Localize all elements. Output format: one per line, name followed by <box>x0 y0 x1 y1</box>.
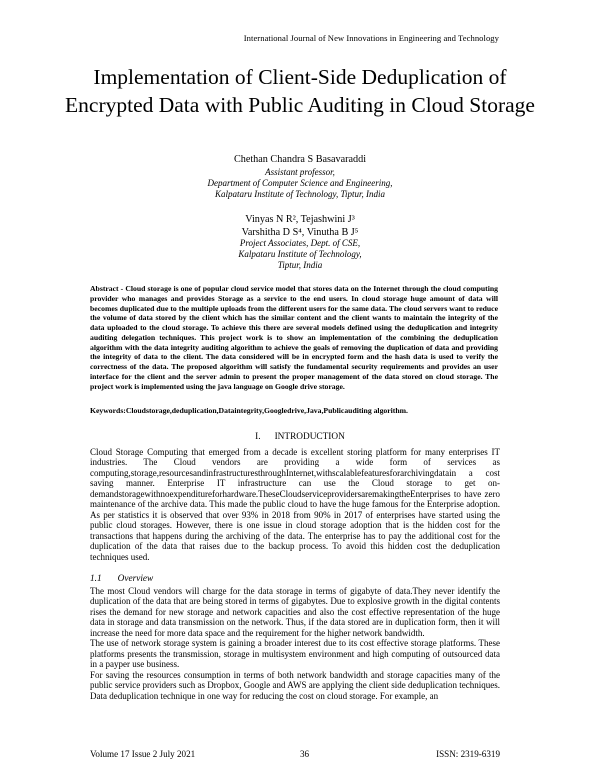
co-authors-place: Tiptur, India <box>277 260 323 271</box>
introduction-text <box>90 447 500 562</box>
co-authors-role: Project Associates, Dept. of CSE, <box>239 238 361 248</box>
abstract-label: Abstract - <box>90 284 124 293</box>
introduction-paragraph: Cloud Storage Computing that emerged from a decade is excellent storing platform for many enterprises IT industries. The Cloud vendors are providing a wide form of services as computing,storage,resourcesandinfrastructuresthroughInternet,withscalablefeaturesforarchivingdatain a cost saving manner. Enterprise IT infrastructure can use the Cloud storage to get on-demandstoragewithnoexpenditureforhardware.TheseCloudserviceprovidersaremakingtheEnterprises to have zero maintenance of the archive data. This made the public cloud to have the huge famous for the Enterprise adoption. As per statistics it is observed that over 93% in 2018 from 90% in 2017 of enterprises have started using the public cloud storages. However, there is one issue in cloud storage adoption that is the hidden cost for the transactions that happens during the archiving of the data. The enterprise has to pay the additional cost for the duplication of the data that raises due to the backup process. To avoid this hidden cost the deduplication techniques used. <box>90 447 500 562</box>
subsection-number: 1.1 <box>90 574 102 584</box>
abstract-text: Cloud storage is one of popular cloud service model that stores data on the Internet through the cloud computing provider who manages and provides Storage as a service to the end users. In cloud storage huge amount of data will becomes duplicated due to the multiple uploads from the different users for the same data. The cloud servers want to reduce the volume of data stored by the client which has the similar content and the client wants to maintain the integrity of the data uploaded to the cloud storage. To achieve this there are several models defined using the deduplication and integrity auditing delegation techniques. This project work is to show an implementation of the combining the deduplication algorithm with the data integrity auditing algorithm to achieve the goals of removing the duplication of data and providing the integrity of data to the client. The data considered will be in encrypted form and the hash data is used to verify the correctness of the data. The proposed algorithm will satisfy the fundamental security requirements and provides an user interface for the client and the server admin to present the proper management of the data stored on cloud storage. The project work is implemented using the java language on Google drive storage. <box>90 284 498 391</box>
subsection-title: Overview <box>117 574 154 584</box>
author-role: Assistant professor, <box>265 167 335 177</box>
keywords: Keywords:Cloudstorage,deduplication,Dataintegrity,Googledrive,Java,Publicauditing algorithm. <box>90 406 408 415</box>
overview-text <box>90 586 500 701</box>
author-department: Department of Computer Science and Engineering, <box>207 178 393 189</box>
paper-title: Implementation of Client-Side Deduplication of Encrypted Data with Public Auditing in Cloud Storage <box>65 65 535 117</box>
section-number: I. <box>255 432 261 442</box>
abstract <box>90 284 498 391</box>
footer-page-number: 36 <box>300 749 310 759</box>
journal-header: International Journal of New Innovations in Engineering and Technology <box>243 33 499 43</box>
section-title: INTRODUCTION <box>274 432 345 442</box>
overview-paragraph-3: For saving the resources consumption in terms of both network bandwidth and storage capacities many of the public service providers such as Dropbox, Google and AWS are applying the client side deduplication techniques. Data deduplication technique in one way for reducing the cost on cloud storage. For example, an <box>90 669 500 701</box>
author-name: Chethan Chandra S Basavaraddi <box>233 154 367 165</box>
overview-paragraph-1: The most Cloud vendors will charge for the data storage in terms of gigabyte of data.They never identify the duplication of the data that are being stored in terms of gigabytes. Due to explosive growth in the digital contents rises the demand for new storage and network capacities and also the cost effective representation of the huge data in storage and data transmission on the network. Thus, if the data stored are in duplication form, then it will increase the need for more data space and the requirement for the higher network bandwidth. <box>90 586 500 638</box>
co-authors-line-2: Varshitha D S⁴, Vinutha B J⁵ <box>241 226 359 238</box>
co-authors <box>0 214 600 239</box>
co-authors-line-1: Vinyas N R², Tejashwini J³ <box>245 214 355 225</box>
co-authors-affiliation <box>0 238 600 272</box>
author-institute: Kalpataru Institute of Technology, Tiptur, India <box>215 189 385 200</box>
subsection-heading <box>90 574 153 584</box>
co-authors-institute: Kalpataru Institute of Technology, <box>238 249 362 260</box>
footer-issn: ISSN: 2319-6319 <box>436 749 500 759</box>
overview-paragraph-2: The use of network storage system is gaining a broader interest due to its cost effective storage platforms. These platforms presents the transmission, storage in multisystem environment and high computing of outsourced data in a payper use business. <box>90 638 500 670</box>
footer-volume: Volume 17 Issue 2 July 2021 <box>90 749 196 759</box>
author-affiliation <box>0 167 600 201</box>
section-heading <box>0 432 600 442</box>
